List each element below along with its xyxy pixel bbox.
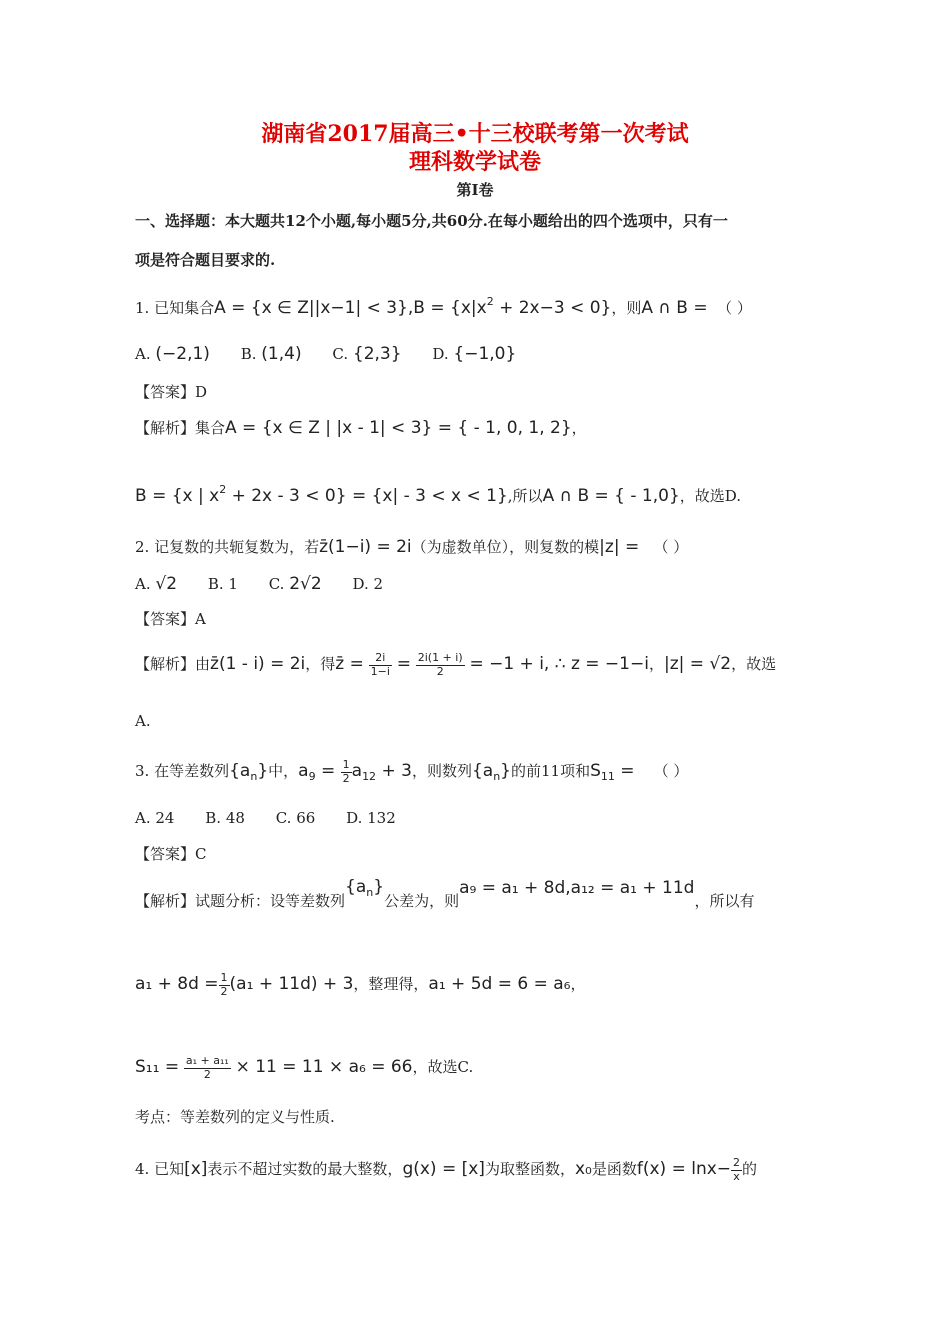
q1-analysis-math2a: B = {x | x xyxy=(135,486,220,506)
q4-frac xyxy=(731,1157,742,1183)
q3-line3-frac-den: 2 xyxy=(203,1067,211,1081)
q3-line3-math-b: × 11 = 11 × a₆ = 66 xyxy=(235,1057,413,1078)
q4-m1: [x] xyxy=(184,1159,208,1180)
q3-half-num: 1 xyxy=(342,758,350,771)
q3-option-d-label: D. xyxy=(346,809,363,827)
q2-option-d-value: 2 xyxy=(373,575,384,593)
q3-paren: （ ） xyxy=(653,762,689,781)
q3-half xyxy=(341,759,352,785)
q3-s11-eq: = xyxy=(614,761,635,782)
q1-answer: 【答案】D xyxy=(135,383,208,401)
q3-seq-2: {a xyxy=(471,761,494,782)
section-heading-line2: 项是符合题目要求的. xyxy=(135,251,276,269)
q3-option-c-label: C. xyxy=(275,809,292,827)
q2-option-d xyxy=(352,577,383,592)
q2-option-a xyxy=(135,576,177,593)
q2-frac1-num: 2i xyxy=(369,652,392,666)
q2-frac2 xyxy=(416,652,465,678)
q2-option-c xyxy=(269,576,322,593)
q3-s11: S xyxy=(590,761,601,782)
q1-analysis-math2b: + 2x - 3 < 0} = {x| - 3 < x < 1} xyxy=(226,486,508,506)
q3-line2-half-den: 2 xyxy=(220,984,228,998)
q3-a12-sub: 12 xyxy=(362,770,377,784)
q1-mid: ，则 xyxy=(611,299,642,317)
q2-analysis-line1: 【解析】由z̄(1 - i) = 2i，得z̄ = $\frac{2i}{1-i}$ = $\frac{2i(1 + i)}{2}$ = −1 + i, ∴ z = −1−i，|z| = √2，故选 xyxy=(135,651,777,678)
section-heading-line1: 一、选择题：本大题共12个小题,每小题5分,共60分.在每小题给出的四个选项中，只有一 xyxy=(135,212,728,230)
q3-option-b xyxy=(205,811,245,826)
q4-t2: 为取整函数， xyxy=(484,1160,575,1179)
q2-prefix: 2. 记复数的共轭复数为，若 xyxy=(135,538,320,556)
q3-option-b-value: 48 xyxy=(225,809,245,827)
volume-label: 第Ⅰ卷 xyxy=(456,181,494,199)
q3-line2-half-num: 1 xyxy=(220,971,228,984)
q1-option-d-label: D. xyxy=(432,345,449,363)
q1-math-main: A = {x ∈ Z||x−1| < 3},B = {x|x xyxy=(214,298,487,318)
q4-t3: 是函数 xyxy=(591,1160,637,1179)
q3-seq-2-close: } xyxy=(500,761,511,782)
q3-kaodian: 考点：等差数列的定义与性质. xyxy=(135,1108,335,1126)
q3-option-a-value: 24 xyxy=(155,809,175,827)
q1-option-a xyxy=(135,346,210,363)
q1-analysis-end1: ， xyxy=(571,419,587,437)
q3-option-a-label: A. xyxy=(135,809,151,827)
q2-option-b xyxy=(208,577,238,592)
q2-option-d-label: D. xyxy=(352,575,369,593)
q2-analysis-math3: |z| = √2 xyxy=(663,654,732,675)
q3-mid2: ，则数列 xyxy=(411,762,472,781)
q3-seq-2-sub: n xyxy=(493,770,501,784)
q1-analysis-line2 xyxy=(135,484,741,505)
q3-option-b-label: B. xyxy=(205,809,222,827)
q3-option-d xyxy=(346,811,396,826)
q3-option-d-value: 132 xyxy=(367,809,396,827)
q2-options xyxy=(135,576,409,593)
q3-analysis-line2 xyxy=(135,972,585,998)
q1-math-tail: + 2x−3 < 0} xyxy=(493,298,612,318)
q2-option-c-label: C. xyxy=(268,575,285,593)
q2-analysis-zbar: z̄ = xyxy=(335,654,364,675)
q2-analysis-mid1: ，得 xyxy=(305,655,336,674)
question-3 xyxy=(135,759,688,785)
q1-paren: （ ） xyxy=(717,299,752,317)
q2-option-a-label: A. xyxy=(135,575,151,593)
q2-mid: （为虚数单位），则复数的模 xyxy=(411,538,600,556)
q3-line3-end: ，故选C. xyxy=(412,1058,474,1077)
q3-mid3: 的前11项和 xyxy=(511,762,591,781)
q3-option-a xyxy=(135,811,174,826)
q3-line3-frac-num: a₁ + a₁₁ xyxy=(185,1054,229,1067)
q1-math xyxy=(214,295,612,318)
q2-option-b-label: B. xyxy=(207,575,224,593)
q1-option-c-label: C. xyxy=(332,345,349,363)
q3-analysis-seq-sub: n xyxy=(366,886,374,899)
q2-frac2-den: 2 xyxy=(436,664,444,678)
q3-option-c-value: 66 xyxy=(296,809,316,827)
q3-a9-sub: 9 xyxy=(308,770,316,784)
q4-frac-den: x xyxy=(733,1169,740,1183)
q3-line2-math-a: a₁ + 8d = xyxy=(135,974,219,995)
q3-line2-mid: ，整理得， xyxy=(353,975,429,994)
q2-option-b-value: 1 xyxy=(228,575,238,593)
q3-analysis-label: 【解析】试题分析：设等差数列 xyxy=(135,892,346,910)
q3-eq: = xyxy=(315,761,341,782)
q2-paren: （ ） xyxy=(653,538,689,556)
q2-frac2-num: 2i(1 + i) xyxy=(417,651,463,664)
q3-line2-math-b: (a₁ + 11d) + 3 xyxy=(229,974,354,995)
exam-title-line1: 湖南省2017届高三•十三校联考第一次考试 xyxy=(261,121,689,147)
q1-analysis-math2-sup: 2 xyxy=(219,483,227,496)
q3-answer: 【答案】C xyxy=(135,845,207,863)
q3-options xyxy=(135,811,422,826)
q1-option-c xyxy=(332,346,401,363)
q2-option-a-value: √2 xyxy=(155,574,178,594)
q1-option-a-value: (−2,1) xyxy=(155,344,210,364)
q4-prefix: 4. 已知 xyxy=(135,1160,185,1179)
q1-math2: A ∩ B = xyxy=(641,298,708,318)
q3-seq-sub: n xyxy=(250,770,258,784)
q3-analysis-mid1: 公差为，则 xyxy=(384,892,460,910)
q4-m3: x₀ xyxy=(574,1159,592,1180)
q4-t1: 表示不超过实数的最大整数， xyxy=(207,1160,403,1179)
q3-analysis-math1: a₉ = a₁ + 8d,a₁₂ = a₁ + 11d xyxy=(459,878,695,898)
q1-prefix: 1. 已知集合 xyxy=(135,299,215,317)
q3-line2-end: ， xyxy=(570,975,586,994)
q3-line2-math-c: a₁ + 5d = 6 = a₆ xyxy=(428,974,571,995)
q2-math: z̄(1−i) = 2i xyxy=(319,537,412,557)
q3-analysis-end1: ，所以有 xyxy=(694,892,755,910)
q1-options xyxy=(135,346,542,363)
q4-m4: f(x) = lnx− xyxy=(636,1159,732,1180)
q2-answer: 【答案】A xyxy=(135,610,206,628)
q3-seq-close: } xyxy=(257,761,269,782)
q1-option-d-value: {−1,0} xyxy=(453,344,517,364)
q2-analysis-math1: z̄(1 - i) = 2i xyxy=(210,654,306,675)
q2-frac1 xyxy=(369,652,392,678)
question-2 xyxy=(135,539,688,556)
q2-frac1-den: 1−i xyxy=(370,664,390,678)
q1-option-b-value: (1,4) xyxy=(261,344,302,364)
q2-analysis-label: 【解析】由 xyxy=(135,655,211,674)
q3-s11-sub: 11 xyxy=(600,770,615,784)
q4-frac-num: 2 xyxy=(733,1156,741,1169)
q3-analysis-line3 xyxy=(135,1055,473,1081)
q2-analysis-line2: A. xyxy=(135,712,151,730)
q1-analysis-math1: A = {x ∈ Z | |x - 1| < 3} = { - 1, 0, 1, 2} xyxy=(225,418,572,438)
q1-analysis-end2: ，故选D. xyxy=(679,487,742,505)
q4-m2: g(x) = [x] xyxy=(402,1159,485,1180)
q3-half-den: 2 xyxy=(342,771,350,785)
q2-option-c-value: 2√2 xyxy=(289,574,322,594)
q1-option-b-label: B. xyxy=(240,345,257,363)
q2-math2: |z| = xyxy=(599,537,640,557)
q1-analysis-mid2: ,所以 xyxy=(507,487,543,505)
q2-analysis-sep: ， xyxy=(648,655,664,674)
q3-plus3: + 3 xyxy=(376,761,412,782)
q3-prefix: 3. 在等差数列 xyxy=(135,762,230,781)
exam-title-line2: 理科数学试卷 xyxy=(408,149,541,175)
q1-math-sup: 2 xyxy=(486,295,494,308)
q1-option-c-value: {2,3} xyxy=(352,344,402,364)
q1-option-d xyxy=(432,346,516,363)
q1-analysis-label: 【解析】集合 xyxy=(135,419,226,437)
q3-line3-math-a: S₁₁ = xyxy=(135,1057,180,1078)
question-1 xyxy=(135,296,752,317)
q1-analysis-math3: A ∩ B = { - 1,0} xyxy=(542,486,680,506)
q1-analysis-line1 xyxy=(135,420,587,437)
q3-seq: {a xyxy=(229,761,251,782)
q3-line2-half xyxy=(219,972,230,998)
q2-analysis-math2: = −1 + i, ∴ z = −1−i xyxy=(469,654,649,675)
q3-line3-frac xyxy=(184,1055,231,1081)
q3-mid1: 中， xyxy=(268,762,299,781)
q3-analysis-seq-close: } xyxy=(373,877,385,897)
q3-analysis-seq: {a xyxy=(345,877,367,897)
q3-analysis-line1 xyxy=(135,877,755,912)
q3-a9: a xyxy=(298,761,309,782)
q3-a12: a xyxy=(351,761,363,782)
q1-option-a-label: A. xyxy=(135,345,151,363)
q1-option-b xyxy=(241,346,302,363)
q3-option-c xyxy=(276,811,316,826)
question-4 xyxy=(135,1157,757,1183)
q4-t4: 的 xyxy=(742,1160,758,1179)
q2-analysis-end: ，故选 xyxy=(731,655,777,674)
